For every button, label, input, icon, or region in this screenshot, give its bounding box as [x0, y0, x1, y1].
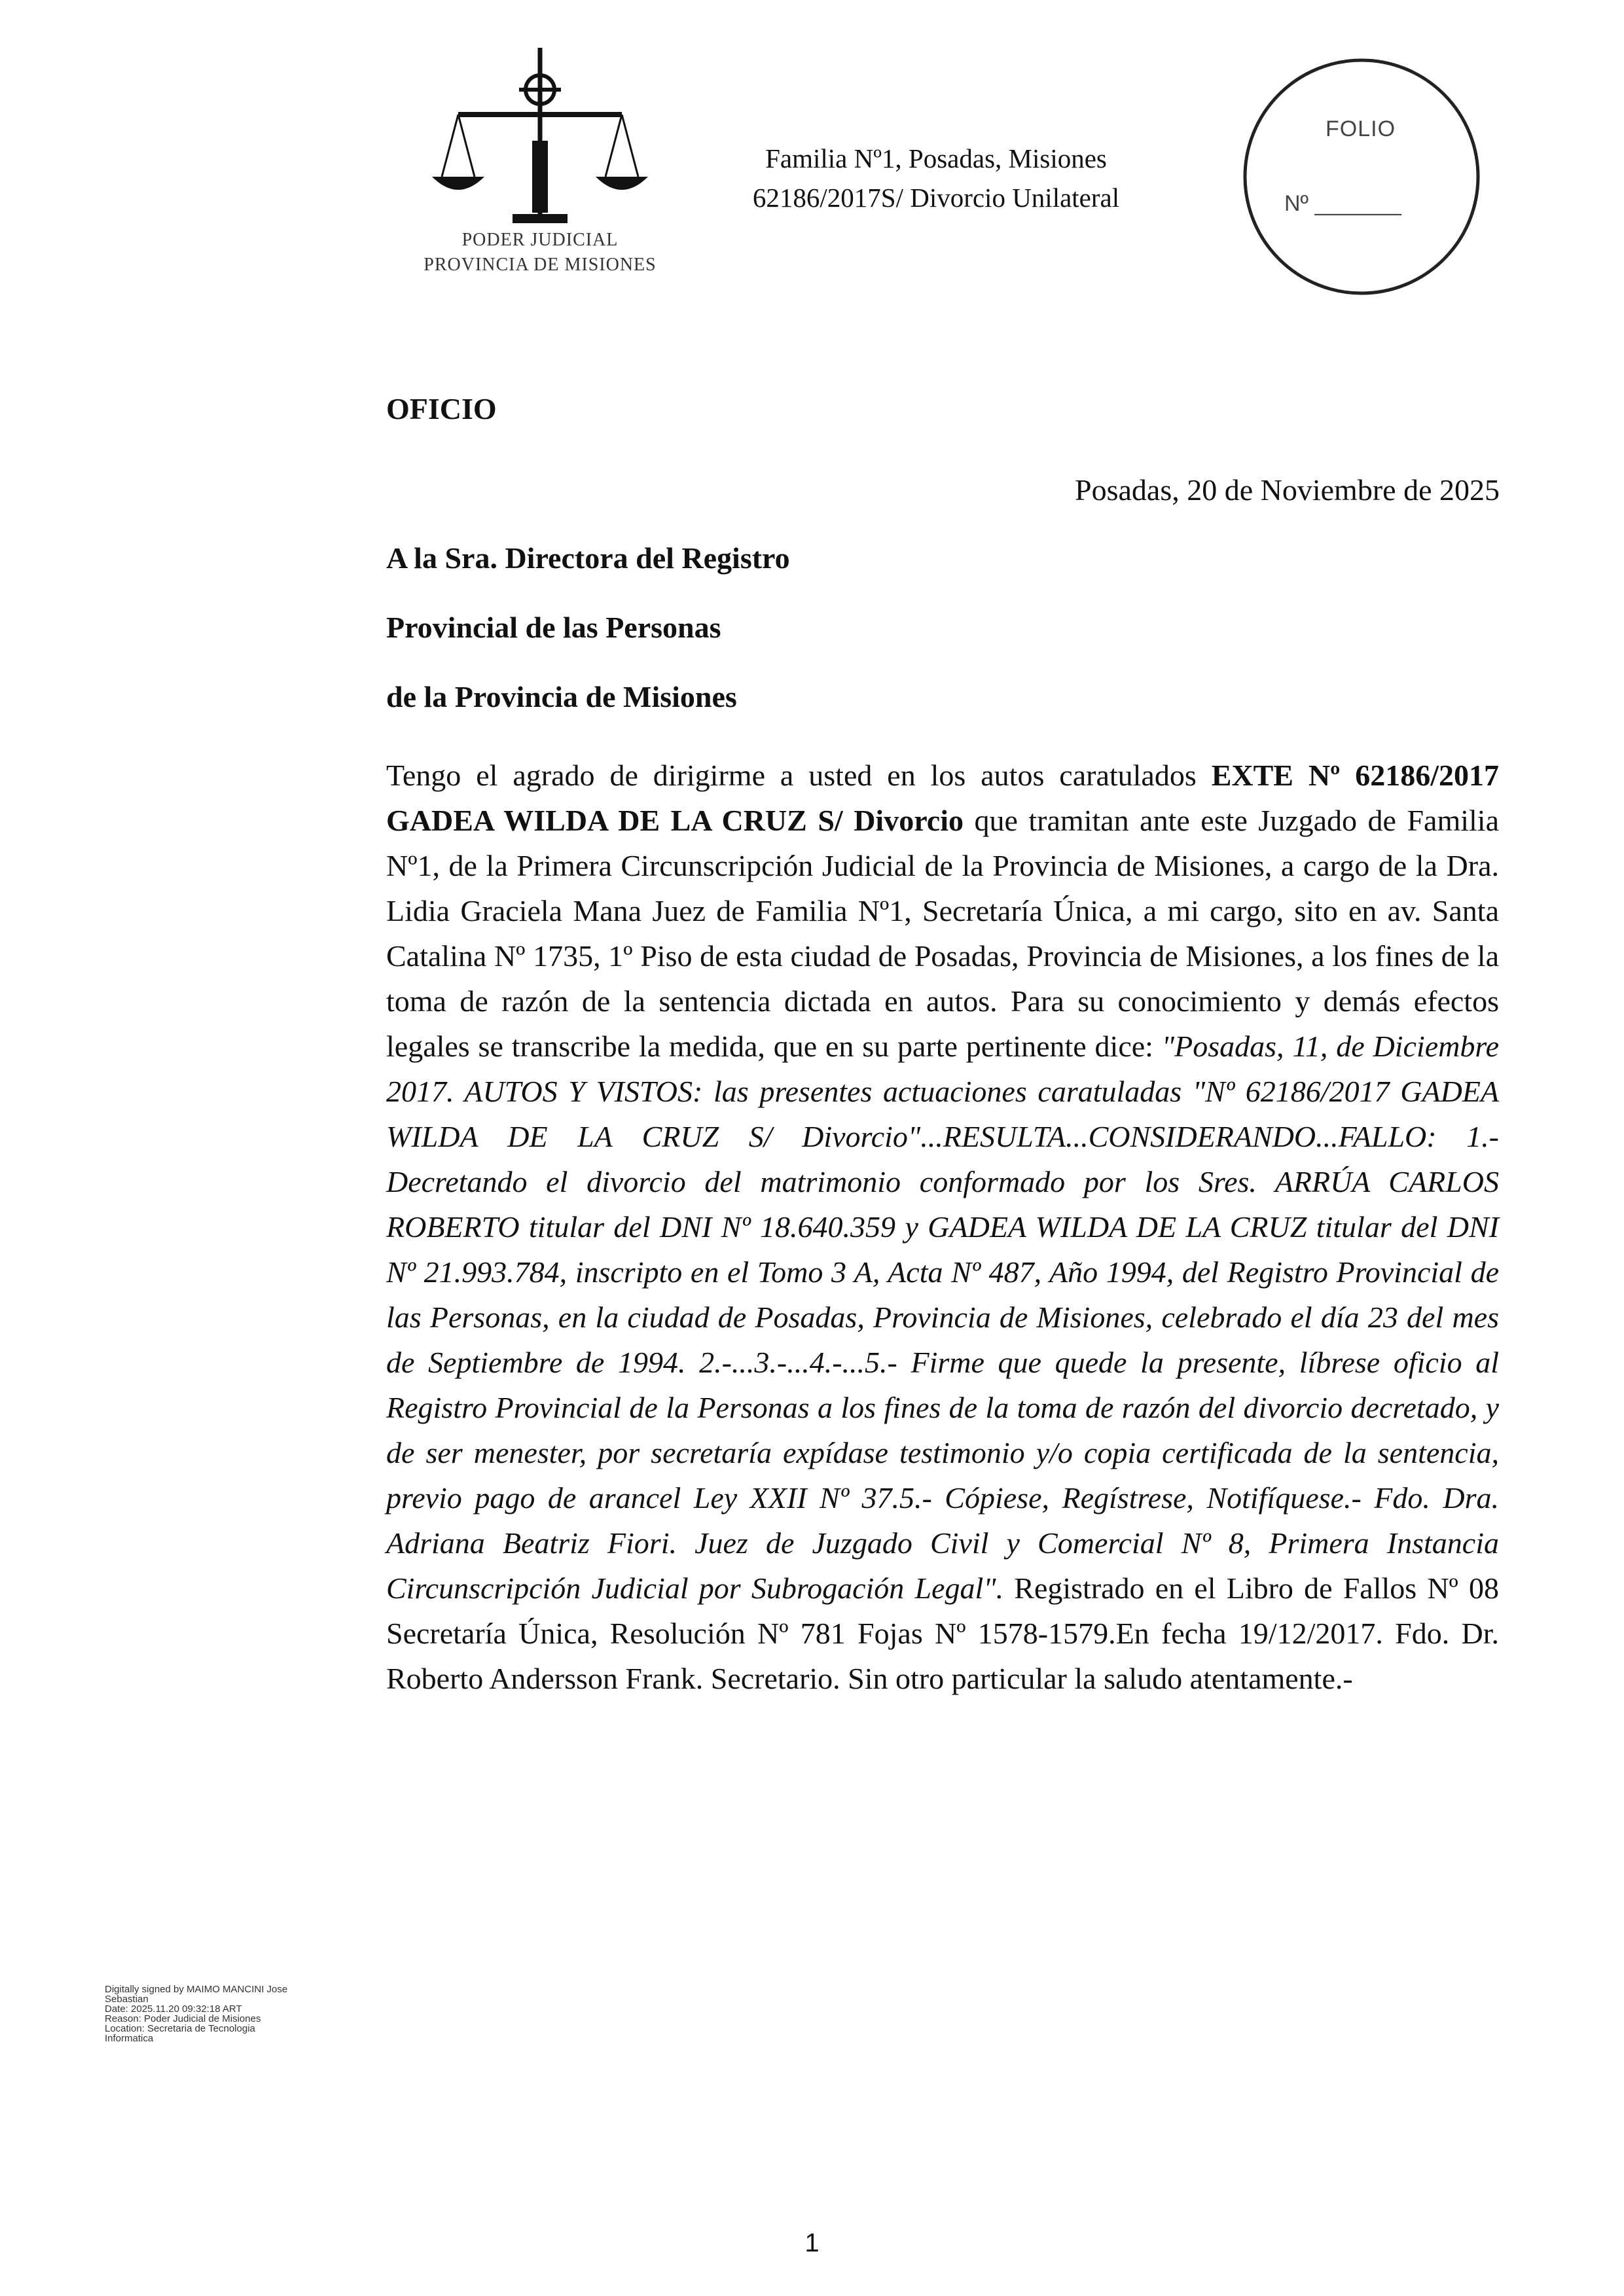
case-reference: EXTE Nº 62186/2017 GADEA WILDA DE LA CRUZ S/ Divorcio: [386, 759, 1500, 837]
folio-stamp: [1240, 56, 1483, 298]
signature-line: Date: 2025.11.20 09:32:18 ART: [105, 2003, 242, 2015]
body-paragraph: [386, 753, 1499, 1701]
document-title: OFICIO: [386, 392, 497, 425]
case-header: [700, 139, 1172, 217]
page-number: 1: [804, 2229, 820, 2257]
header-court: Familia Nº1, Posadas, Misiones: [765, 143, 1107, 173]
signature-line: Informatica: [105, 2033, 154, 2044]
scales-of-justice-icon: [403, 43, 677, 232]
signature-line: Location: Secretaria de Tecnologia: [105, 2023, 255, 2034]
addressee-line-3: de la Provincia de Misiones: [386, 680, 737, 713]
folio-title: FOLIO: [1326, 117, 1396, 141]
header-case: 62186/2017S/ Divorcio Unilateral: [752, 183, 1120, 213]
logo-text-line-1: PODER JUDICIAL: [461, 230, 619, 250]
body-closing: Registrado en el Libro de Fallos Nº 08 Secretaría Única, Resolución Nº 781 Fojas Nº 1578-1579.En fecha 19/12/2017. Fdo. Dr. Roberto Andersson Frank. Secretario. Sin otro particular la saludo atentamente.-: [386, 1571, 1500, 1695]
folio-circle-icon: [1240, 56, 1483, 298]
signature-line: Reason: Poder Judicial de Misiones: [105, 2013, 261, 2024]
ruling-transcript: "Posadas, 11, de Diciembre 2017. AUTOS Y VISTOS: las presentes actuaciones caratuladas "Nº 62186/2017 GADEA WILDA DE LA CRUZ S/ Divorcio"...RESULTA...CONSIDERANDO...FALLO: 1.- Decretando el divorcio del matrimonio conformado por los Sres. ARRÚA CARLOS ROBERTO titular del DNI Nº 18.640.359 y GADEA WILDA DE LA CRUZ titular del DNI Nº 21.993.784, inscripto en el Tomo 3 A, Acta Nº 487, Año 1994, del Registro Provincial de las Personas, en la ciudad de Posadas, Provincia de Misiones, celebrado el día 23 del mes de Septiembre de 1994. 2.-...3.-...4.-...5.- Firme que quede la presente, líbrese oficio al Registro Provincial de la Personas a los fines de la toma de razón del divorcio decretado, y de ser menester, por secretaría expídase testimonio y/o copia certificada de la sentencia, previo pago de arancel Ley XXII Nº 37.5.- Cópiese, Regístrese, Notifíquese.- Fdo. Dra. Adriana Beatriz Fiori. Juez de Juzgado Civil y Comercial Nº 8, Primera Instancia Circunscripción Judicial por Subrogación Legal".: [386, 1030, 1499, 1605]
document-date: Posadas, 20 de Noviembre de 2025: [1075, 473, 1500, 507]
body-context: que tramitan ante este Juzgado de Familia Nº1, de la Primera Circunscripción Judicial de la Provincia de Misiones, a cargo de la Dra. Lidia Graciela Mana Juez de Familia Nº1, Secretaría Única, a mi cargo, sito en av. Santa Catalina Nº 1735, 1º Piso de esta ciudad de Posadas, Provincia de Misiones, a los fines de la toma de razón de la sentencia dictada en autos. Para su conocimiento y demás efectos legales se transcribe la medida, que en su parte pertinente dice:: [386, 804, 1499, 1063]
folio-number: Nº _______: [1284, 191, 1401, 216]
addressee-line-2: Provincial de las Personas: [386, 611, 721, 644]
court-logo: [403, 43, 677, 291]
signature-line: Digitally signed by MAIMO MANCINI Jose: [105, 1984, 288, 1995]
digital-signature-block: [105, 1984, 287, 2043]
logo-text-line-2: PROVINCIA DE MISIONES: [424, 255, 657, 275]
signature-line: Sebastian: [105, 1994, 149, 2005]
addressee-line-1: A la Sra. Directora del Registro: [386, 541, 790, 575]
body-intro: Tengo el agrado de dirigirme a usted en los autos caratulados: [386, 759, 1212, 792]
